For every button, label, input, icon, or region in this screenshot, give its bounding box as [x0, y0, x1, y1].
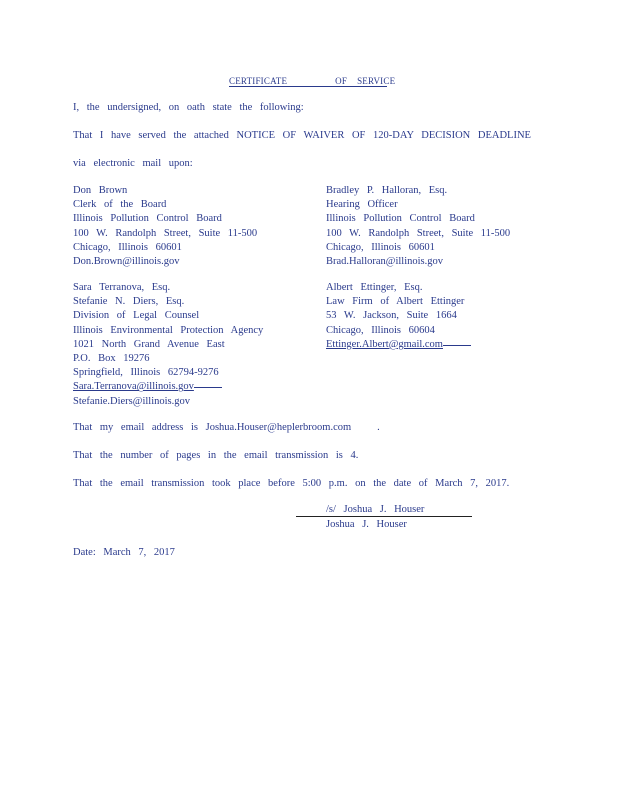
recipient-line: 53 W. Jackson, Suite 1664	[326, 310, 457, 322]
recipient-line: Chicago, Illinois 60601	[326, 241, 435, 253]
recipient-line: Albert Ettinger, Esq.	[326, 282, 423, 293]
title-underline	[229, 86, 387, 87]
recipient-email-link[interactable]: Sara.Terranova@illinois.gov	[73, 381, 194, 393]
recipient-line: Illinois Environmental Protection Agency	[73, 324, 264, 336]
recipient-email[interactable]: Brad.Halloran@illinois.gov	[326, 256, 443, 268]
recipient-line: Chicago, Illinois 60604	[326, 324, 435, 336]
recipient-line: Chicago, Illinois 60601	[73, 241, 182, 253]
recipient-line: Stefanie N. Diers, Esq.	[73, 296, 185, 308]
recipient-line: Illinois Pollution Control Board	[73, 213, 222, 225]
title-word-of: OF	[335, 76, 348, 86]
recipient-don-brown	[73, 184, 257, 269]
email-statement	[73, 421, 380, 434]
email-statement-prefix: That my email address is	[73, 422, 198, 433]
blank-rule	[443, 345, 471, 346]
signature-line	[296, 516, 472, 517]
recipient-line: 100 W. Randolph Street, Suite 11-500	[326, 227, 511, 239]
recipient-email[interactable]: Stefanie.Diers@illinois.gov	[73, 395, 190, 407]
recipient-line: Don Brown	[73, 185, 128, 196]
recipient-line: 100 W. Randolph Street, Suite 11-500	[73, 227, 258, 239]
via-statement: via electronic mail upon:	[73, 158, 193, 169]
recipient-line: Sara Terranova, Esq.	[73, 282, 171, 293]
recipient-email[interactable]: Don.Brown@illinois.gov	[73, 256, 180, 268]
intro-statement: I, the undersigned, on oath state the following:	[73, 102, 304, 113]
signature-electronic: /s/ Joshua J. Houser	[326, 504, 425, 515]
recipient-line: 1021 North Grand Avenue East	[73, 338, 225, 350]
time-statement: That the email transmission took place before 5:00 p.m. on the date of March 7, 2017.	[73, 478, 510, 489]
recipient-line: Law Firm of Albert Ettinger	[326, 296, 465, 308]
title-word-certificate: CERTIFICATE	[229, 76, 288, 86]
recipient-line: Bradley P. Halloran, Esq.	[326, 185, 448, 196]
blank-rule	[194, 387, 222, 388]
sender-email[interactable]: Joshua.Houser@heplerbroom.com	[205, 422, 352, 433]
recipient-line: Illinois Pollution Control Board	[326, 213, 475, 225]
recipient-iepa	[73, 281, 263, 409]
signatory-name: Joshua J. Houser	[326, 519, 407, 530]
email-statement-suffix: .	[377, 422, 380, 433]
recipient-bradley-halloran	[326, 184, 510, 269]
recipient-email-link[interactable]: Ettinger.Albert@gmail.com	[326, 338, 443, 350]
recipient-line: Springfield, Illinois 62794-9276	[73, 367, 219, 379]
pages-statement: That the number of pages in the email transmission is 4.	[73, 450, 359, 461]
title-word-service: SERVICE	[357, 76, 396, 86]
recipient-line: P.O. Box 19276	[73, 353, 150, 365]
date-line: Date: March 7, 2017	[73, 547, 175, 558]
recipient-line: Clerk of the Board	[73, 199, 167, 211]
recipient-line: Hearing Officer	[326, 199, 398, 211]
recipient-albert-ettinger	[326, 281, 471, 352]
served-statement: That I have served the attached NOTICE OF WAIVER OF 120-DAY DECISION DEADLINE	[73, 130, 531, 141]
recipient-line: Division of Legal Counsel	[73, 310, 200, 322]
